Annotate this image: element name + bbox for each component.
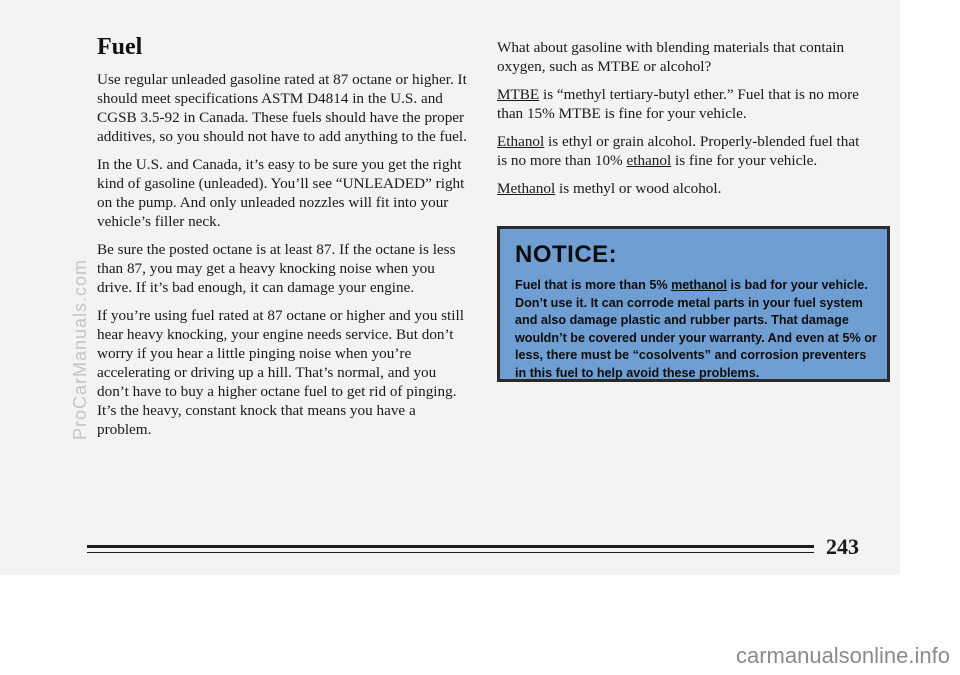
- paragraph-unleaded: In the U.S. and Canada, it’s easy to be sure you get the right kind of gasoline (unleaded). You’ll see “UNLEADED” right on the pump. And only unleaded nozzles will fit into your vehicle’s filler neck.: [97, 156, 465, 230]
- mtbe-definition: is “methyl tertiary-butyl ether.” Fuel that is no more than 15% MTBE is fine for your vehicle.: [497, 86, 859, 122]
- notice-body: [515, 277, 877, 382]
- side-watermark: ProCarManuals.com: [70, 258, 90, 440]
- notice-box: [497, 226, 890, 382]
- paragraph-pinging: If you’re using fuel rated at 87 octane or higher and you still hear heavy knocking, your engine needs service. But don’t worry if you hear a little pinging noise when you’re accelerating or driving up a hill. That’s normal, and you don’t have to buy a higher octane fuel to get rid of pinging. It’s the heavy, constant knock that means you have a problem.: [97, 307, 464, 438]
- notice-text-1: Fuel that is more than 5%: [515, 278, 672, 292]
- notice-term-methanol: methanol: [671, 278, 728, 292]
- footer-rule-thin: [87, 552, 814, 553]
- ethanol-definition-2: is fine for your vehicle.: [671, 152, 818, 169]
- footer-rule-thick: [87, 545, 814, 548]
- right-column: [497, 38, 872, 207]
- page-number: 243: [826, 534, 859, 559]
- ethanol-definition-1: is ethyl or grain alcohol. Properly-blended fuel that is no more than 10%: [497, 133, 860, 169]
- term-ethanol-inline: ethanol: [626, 152, 672, 169]
- notice-text-2: is bad for your vehicle. Don’t use it. It can corrode metal parts in your fuel system and also damage plastic and rubber parts. That damage wouldn’t be covered under your warranty. And even at 5% or less, there must be “cosolvents” and corrosion preventers in this fuel to help avoid these problems.: [515, 278, 877, 380]
- paragraph-methanol: [497, 179, 872, 198]
- paragraph-ethanol: [497, 132, 872, 170]
- paragraph-octane: Use regular unleaded gasoline rated at 87 octane or higher. It should meet specifications ASTM D4814 in the U.S. and CGSB 3.5-92 in Canada. These fuels should have the proper additives, so you should not have to add anything to the fuel.: [97, 71, 467, 145]
- footer-watermark-url: carmanualsonline.info: [735, 643, 950, 668]
- term-methanol: Methanol: [497, 180, 556, 197]
- notice-title: NOTICE:: [515, 241, 618, 268]
- paragraph-mtbe: [497, 85, 872, 123]
- term-ethanol: Ethanol: [497, 133, 545, 150]
- left-column: [97, 34, 469, 448]
- methanol-definition: is methyl or wood alcohol.: [555, 180, 722, 197]
- section-heading: Fuel: [97, 34, 143, 60]
- term-mtbe: MTBE: [497, 86, 540, 103]
- paragraph-knocking: Be sure the posted octane is at least 87. If the octane is less than 87, you may get a heavy knocking noise when you drive. If it’s bad enough, it can damage your engine.: [97, 241, 456, 296]
- paragraph-blending-question: What about gasoline with blending materials that contain oxygen, such as MTBE or alcohol?: [497, 39, 845, 75]
